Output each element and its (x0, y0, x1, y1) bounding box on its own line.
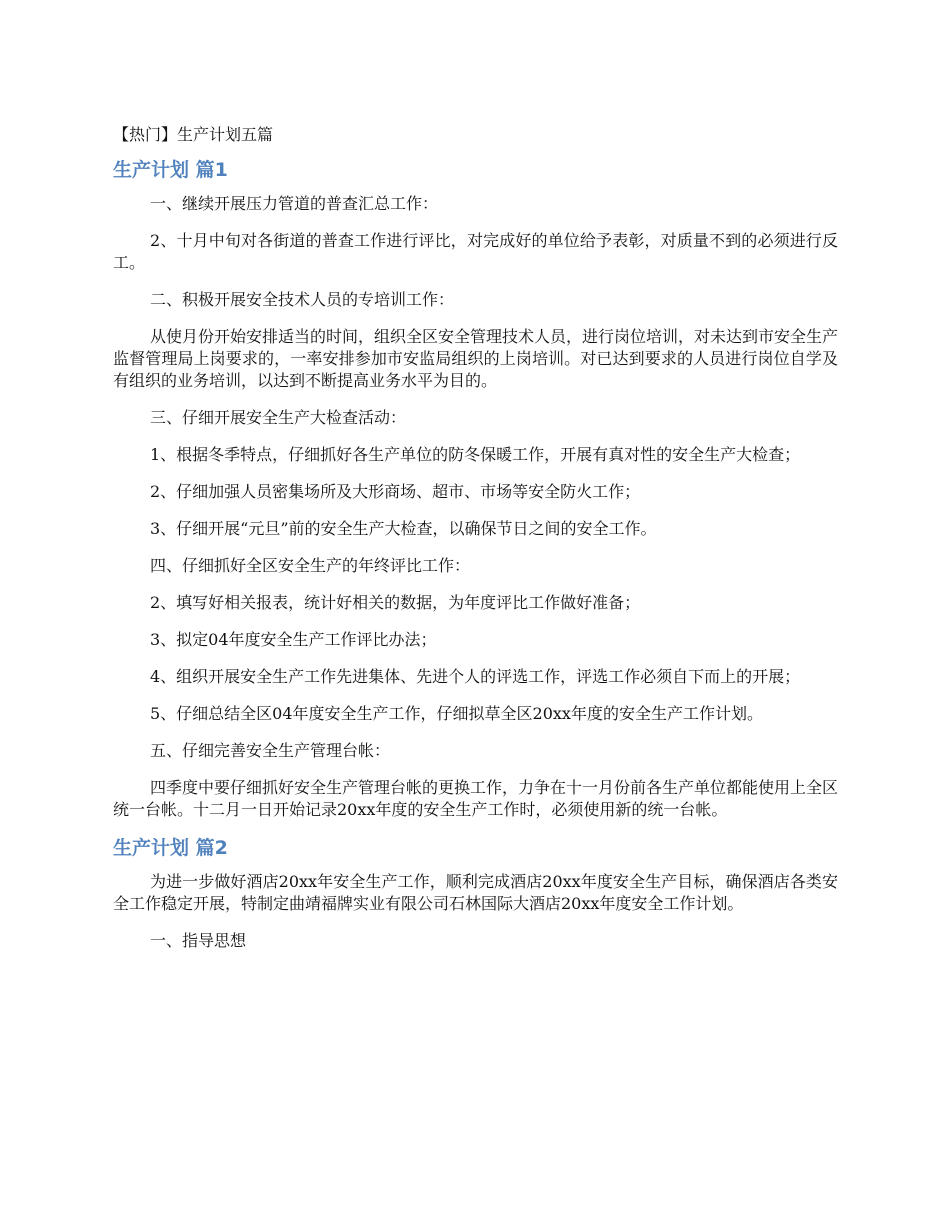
document-title: 【热门】生产计划五篇 (113, 125, 274, 144)
paragraph: 2、十月中旬对各街道的普查工作进行评比，对完成好的单位给予表彰，对质量不到的必须进行反工。 (113, 231, 838, 272)
paragraph: 二、积极开展安全技术人员的专培训工作： (150, 290, 455, 309)
document-page (113, 122, 838, 967)
paragraph: 2、填写好相关报表，统计好相关的数据，为年度评比工作做好准备； (150, 593, 641, 612)
document-body (113, 156, 838, 952)
paragraph: 五、仔细完善安全生产管理台帐： (150, 741, 391, 760)
section-heading: 生产计划 篇2 (113, 837, 228, 859)
paragraph: 四季度中要仔细抓好安全生产管理台帐的更换工作，力争在十一月份前各生产单位都能使用上全区统一台帐。十二月一日开始记录20xx年度的安全生产工作时，必须使用新的统一台帐。 (113, 778, 839, 819)
paragraph: 3、仔细开展“元旦”前的安全生产大检查，以确保节日之间的安全工作。 (150, 519, 657, 538)
section-1 (113, 156, 838, 821)
paragraph: 为进一步做好酒店20xx年安全生产工作，顺利完成酒店20xx年度安全生产目标，确保酒店各类安全工作稳定开展，特制定曲靖福牌实业有限公司石林国际大酒店20xx年度安全工作计划。 (113, 872, 838, 913)
paragraph: 三、仔细开展安全生产大检查活动： (150, 408, 407, 427)
paragraph: 1、根据冬季特点，仔细抓好各生产单位的防冬保暖工作，开展有真对性的安全生产大检查； (150, 445, 801, 464)
paragraph: 从使月份开始安排适当的时间，组织全区安全管理技术人员，进行岗位培训，对未达到市安全生产监督管理局上岗要求的，一率安排参加市安监局组织的上岗培训。对已达到要求的人员进行岗位自学及有组织的业务培训，以达到不断提高业务水平为目的。 (113, 327, 839, 390)
paragraph: 5、仔细总结全区04年度安全生产工作，仔细拟草全区20xx年度的安全生产工作计划。 (150, 704, 763, 723)
paragraph: 2、仔细加强人员密集场所及大形商场、超市、市场等安全防火工作； (150, 482, 641, 501)
paragraph: 四、仔细抓好全区安全生产的年终评比工作： (150, 556, 471, 575)
section-2 (113, 834, 838, 952)
paragraph: 一、指导思想 (150, 931, 247, 950)
paragraph: 4、组织开展安全生产工作先进集体、先进个人的评选工作，评选工作必须自下而上的开展； (150, 667, 801, 686)
paragraph: 一、继续开展压力管道的普查汇总工作： (150, 194, 439, 213)
section-heading: 生产计划 篇1 (113, 159, 228, 181)
paragraph: 3、拟定04年度安全生产工作评比办法； (150, 630, 437, 649)
